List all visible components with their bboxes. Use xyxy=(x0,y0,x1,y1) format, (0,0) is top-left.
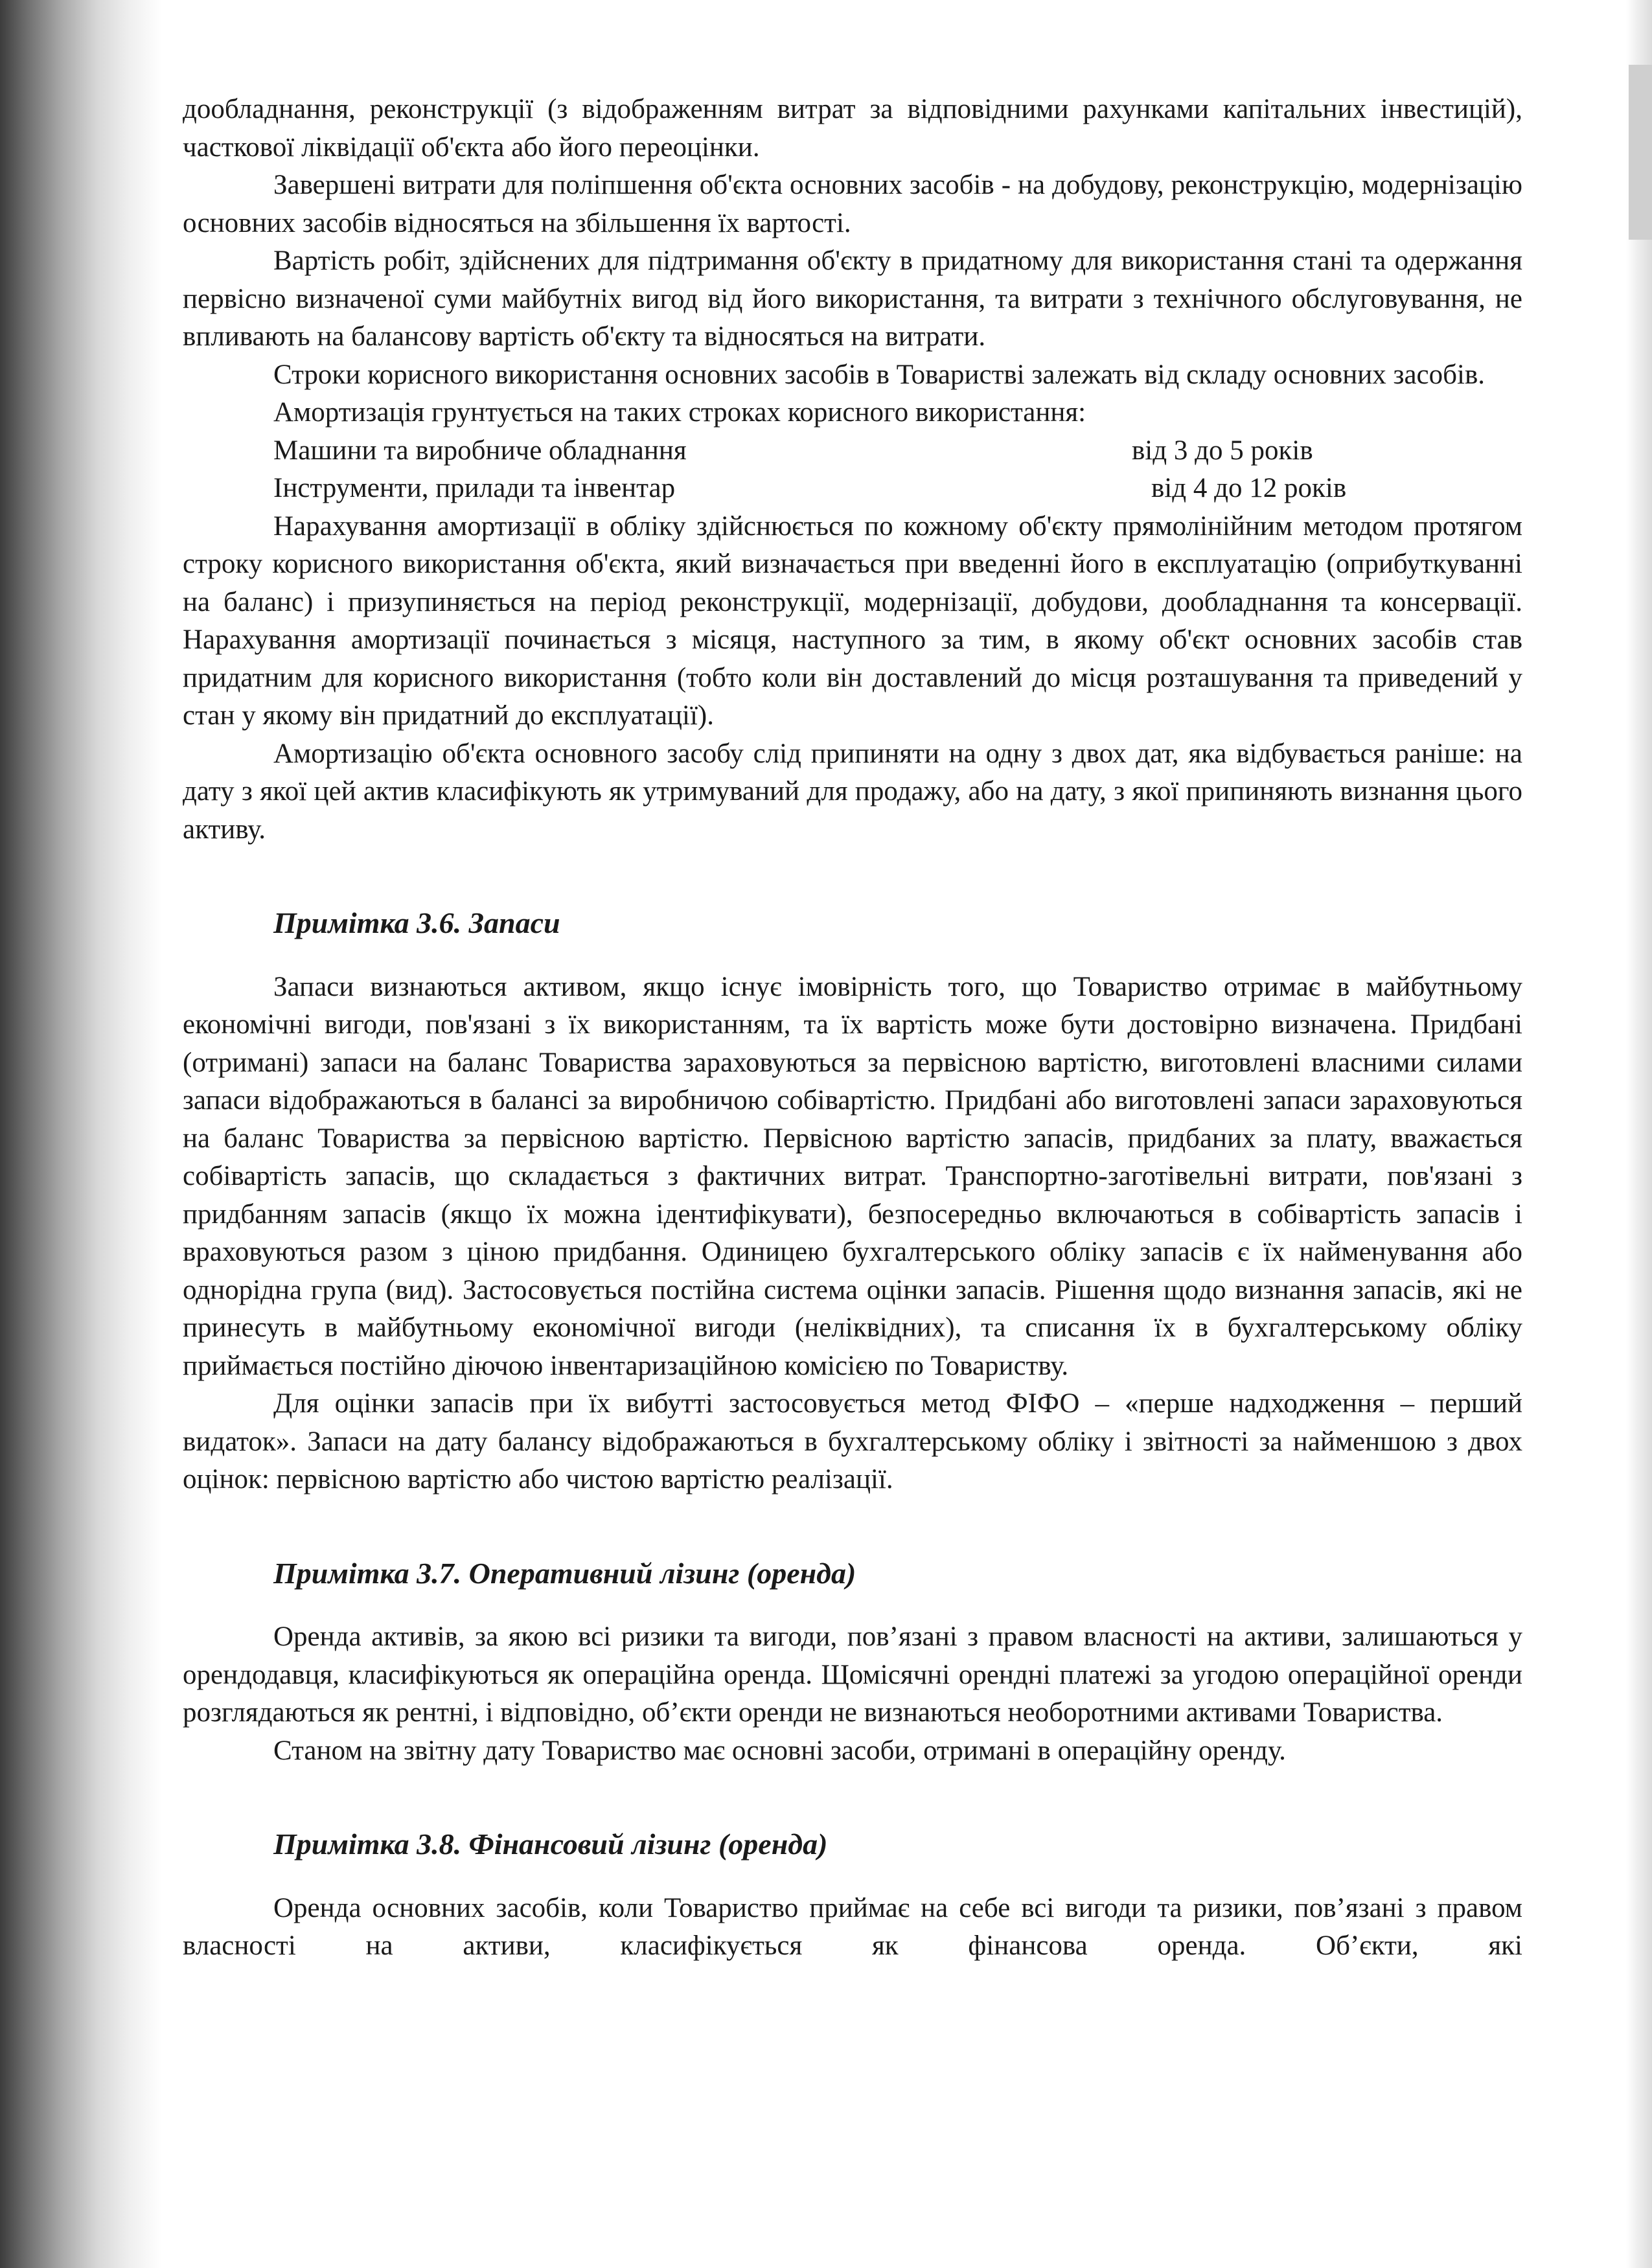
spacer xyxy=(183,1770,1522,1826)
scan-right-mark xyxy=(1629,65,1652,240)
scan-left-shadow xyxy=(0,0,162,2268)
useful-life-asset: Машини та виробниче обладнання xyxy=(273,435,687,466)
paragraph-finance-lease: Оренда основних засобів, коли Товариство приймає на себе всі вигоди та ризики, пов’язані з правом власності на активи, класифікується як фінансова оренда. Об’єкти, які xyxy=(183,1892,1522,1961)
paragraph-useful-life: Строки корисного використання основних засобів в Товаристві залежать від складу основних засобів. xyxy=(273,359,1485,390)
paragraph-intro-continuation: дообладнання, реконструкції (з відображенням витрат за відповідними рахунками капітальних інвестицій), часткової ліквідації об'єкта або його переоцінки. xyxy=(183,94,1522,163)
paragraph-maintenance-costs: Вартість робіт, здійснених для підтримання об'єкту в придатному для використання стані та одержання первісно визначеної суми майбутніх вигод від його використання, та витрати з технічного обслуговування, не впливають на балансову вартість об'єкту та відносяться на витрати. xyxy=(183,246,1522,352)
paragraph-amortization-method: Нарахування амортизації в обліку здійснюється по кожному об'єкту прямолінійним методом протягом строку корисного використання об'єкта, який визначається при введенні його в експлуатацію (оприбуткуванні на баланс) і призупиняється на період реконструкції, модернізації, добудови, дообладнання та консервації. Нарахування амортизації починається з місяця, наступного за тим, в якому об'єкт основних засобів став придатним для корисного використання (тобто коли він доставлений до місця розташування та приведений у стан у якому він придатний до експлуатації). xyxy=(183,510,1522,731)
spacer xyxy=(183,943,1522,968)
spacer xyxy=(183,1592,1522,1618)
paragraph-operating-lease-status: Станом на звітну дату Товариство має основні засоби, отримані в операційну оренду. xyxy=(273,1735,1286,1766)
useful-life-asset: Інструменти, прилади та інвентар xyxy=(273,473,676,503)
spacer xyxy=(183,1864,1522,1890)
useful-life-row xyxy=(183,470,1522,508)
spacer xyxy=(183,849,1522,904)
paragraph-inventory-recognition: Запаси визнаються активом, якщо існує імовірність того, що Товариство отримає в майбутньому економічні вигоди, пов'язані з їх використанням, та їх вартість може бути достовірно визначена. Придбані (отримані) запаси на баланс Товариства зараховуються за первісною вартістю, виготовлені власними силами запаси відображаються в балансі за виробничою собівартістю. Придбані або виготовлені запаси зараховуються на баланс Товариства за первісною вартістю. Первісною вартістю запасів, придбаних за плату, вважається собівартість запасів, що складається з фактичних витрат. Транспортно-заготівельні витрати, пов'язані з придбанням запасів (якщо їх можна ідентифікувати), безпосередньо включаються в собівартість запасів і враховуються разом з ціною придбання. Одиницею бухгалтерського обліку запасів є їх найменування або однорідна група (вид). Застосовується постійна система оцінки запасів. Рішення щодо визнання запасів, які не принесуть в майбутньому економічної вигоди (неліквідних), та списання їх в бухгалтерському обліку приймається постійно діючою інвентаризаційною комісією по Товариству. xyxy=(183,971,1522,1381)
paragraph-inventory-fifo: Для оцінки запасів при їх вибутті застосовується метод ФІФО – «перше надходження – перший видаток». Запаси на дату балансу відображаються в бухгалтерському обліку і звітності за найменшою з двох оцінок: первісною вартістю або чистою вартістю реалізації. xyxy=(183,1388,1522,1495)
useful-life-term: від 3 до 5 років xyxy=(1132,435,1313,466)
spacer xyxy=(183,1499,1522,1555)
paragraph-amortization-intro: Амортизація грунтується на таких строках корисного використання: xyxy=(273,397,1086,428)
section-heading-operating-lease: Примітка 3.7. Оперативний лізинг (оренда) xyxy=(273,1556,856,1590)
paragraph-amortization-stop: Амортизацію об'єкта основного засобу слід припиняти на одну з двох дат, яка відбувається раніше: на дату з якої цей актив класифікують як утримуваний для продажу, або на дату, з якої припиняють визнання цього активу. xyxy=(183,738,1522,845)
useful-life-row xyxy=(183,432,1522,470)
section-heading-inventory: Примітка 3.6. Запаси xyxy=(273,906,560,939)
scan-right-edge xyxy=(1626,0,1652,2268)
paragraph-operating-lease: Оренда активів, за якою всі ризики та вигоди, пов’язані з правом власності на активи, залишаються у орендодавця, класифікуються як операційна оренда. Щомісячні орендні платежі за угодою операційної оренди розглядаються як рентні, і відповідно, об’єкти оренди не визнаються необоротними активами Товариства. xyxy=(183,1621,1522,1728)
paragraph-completed-costs: Завершені витрати для поліпшення об'єкта основних засобів - на добудову, реконструкцію, модернізацію основних засобів відносяться на збільшення їх вартості. xyxy=(183,170,1522,238)
document-page xyxy=(183,91,1522,1965)
useful-life-term: від 4 до 12 років xyxy=(1151,473,1347,503)
section-heading-finance-lease: Примітка 3.8. Фінансовий лізинг (оренда) xyxy=(273,1827,828,1861)
